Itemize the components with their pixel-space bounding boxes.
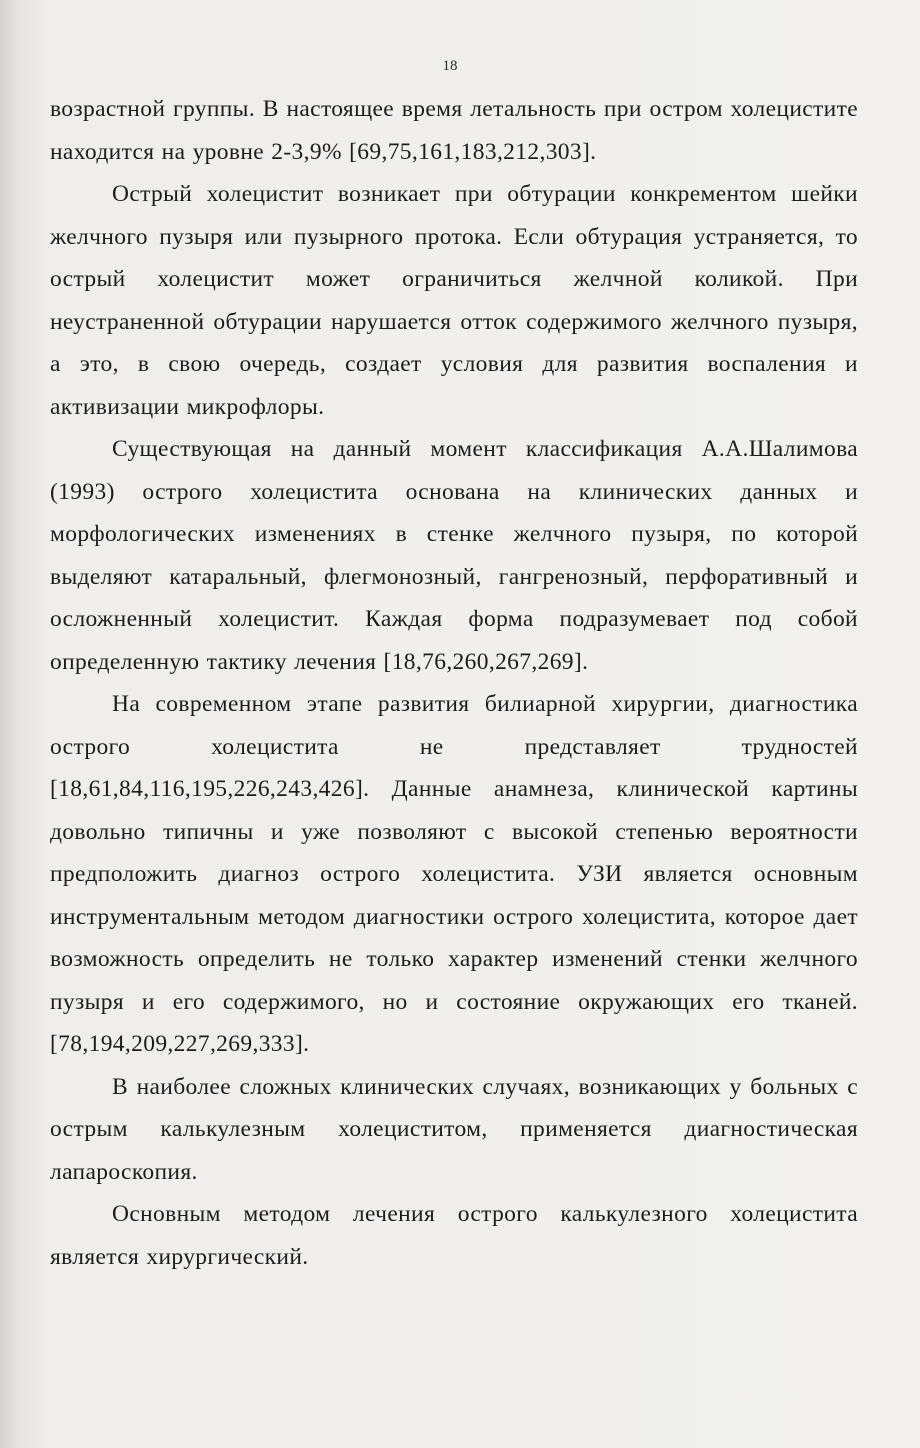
paragraph-2: Острый холецистит возникает при обтурации конкрементом шейки желчного пузыря или пузырного протока. Если обтурация устраняется, то острый холецистит может ограничиться желчной коликой. При неустраненной обтурации нарушается отток содержимого желчного пузыря, а это, в свою очередь, создает условия для развития воспаления и активизации микрофлоры. [50,181,858,420]
paragraph-5: В наиболее сложных клинических случаях, возникающих у больных с острым калькулезным холециститом, применяется диагностическая лапароскопия. [50,1073,858,1185]
paragraph-6: Основным методом лечения острого калькулезного холецистита является хирургический. [50,1201,858,1270]
page-number: 18 [442,58,458,74]
paragraph-1: возрастной группы. В настоящее время летальность при остром холецистите находится на уровне 2-3,9% [69,75,161,183,212,303]. [50,96,858,165]
paragraph-4: На современном этапе развития билиарной хирургии, диагностика острого холецистита не представляет трудностей [18,61,84,116,195,226,243,426]. Данные анамнеза, клинической картины довольно типичны и уже позволяют с высокой степенью вероятности предположить диагноз острого холецистита. УЗИ является основным инструментальным методом диагностики острого холецистита, которое дает возможность определить не только характер изменений стенки желчного пузыря и его содержимого, но и состояние окружающих его тканей. [78,194,209,227,269,333]. [50,691,858,1057]
paragraph-3: Существующая на данный момент классификация А.А.Шалимова (1993) острого холецистита основана на клинических данных и морфологических изменениях в стенке желчного пузыря, по которой выделяют катаральный, флегмонозный, гангренозный, перфоративный и осложненный холецистит. Каждая форма подразумевает под собой определенную тактику лечения [18,76,260,267,269]. [50,436,858,675]
body-text [50,88,858,1278]
